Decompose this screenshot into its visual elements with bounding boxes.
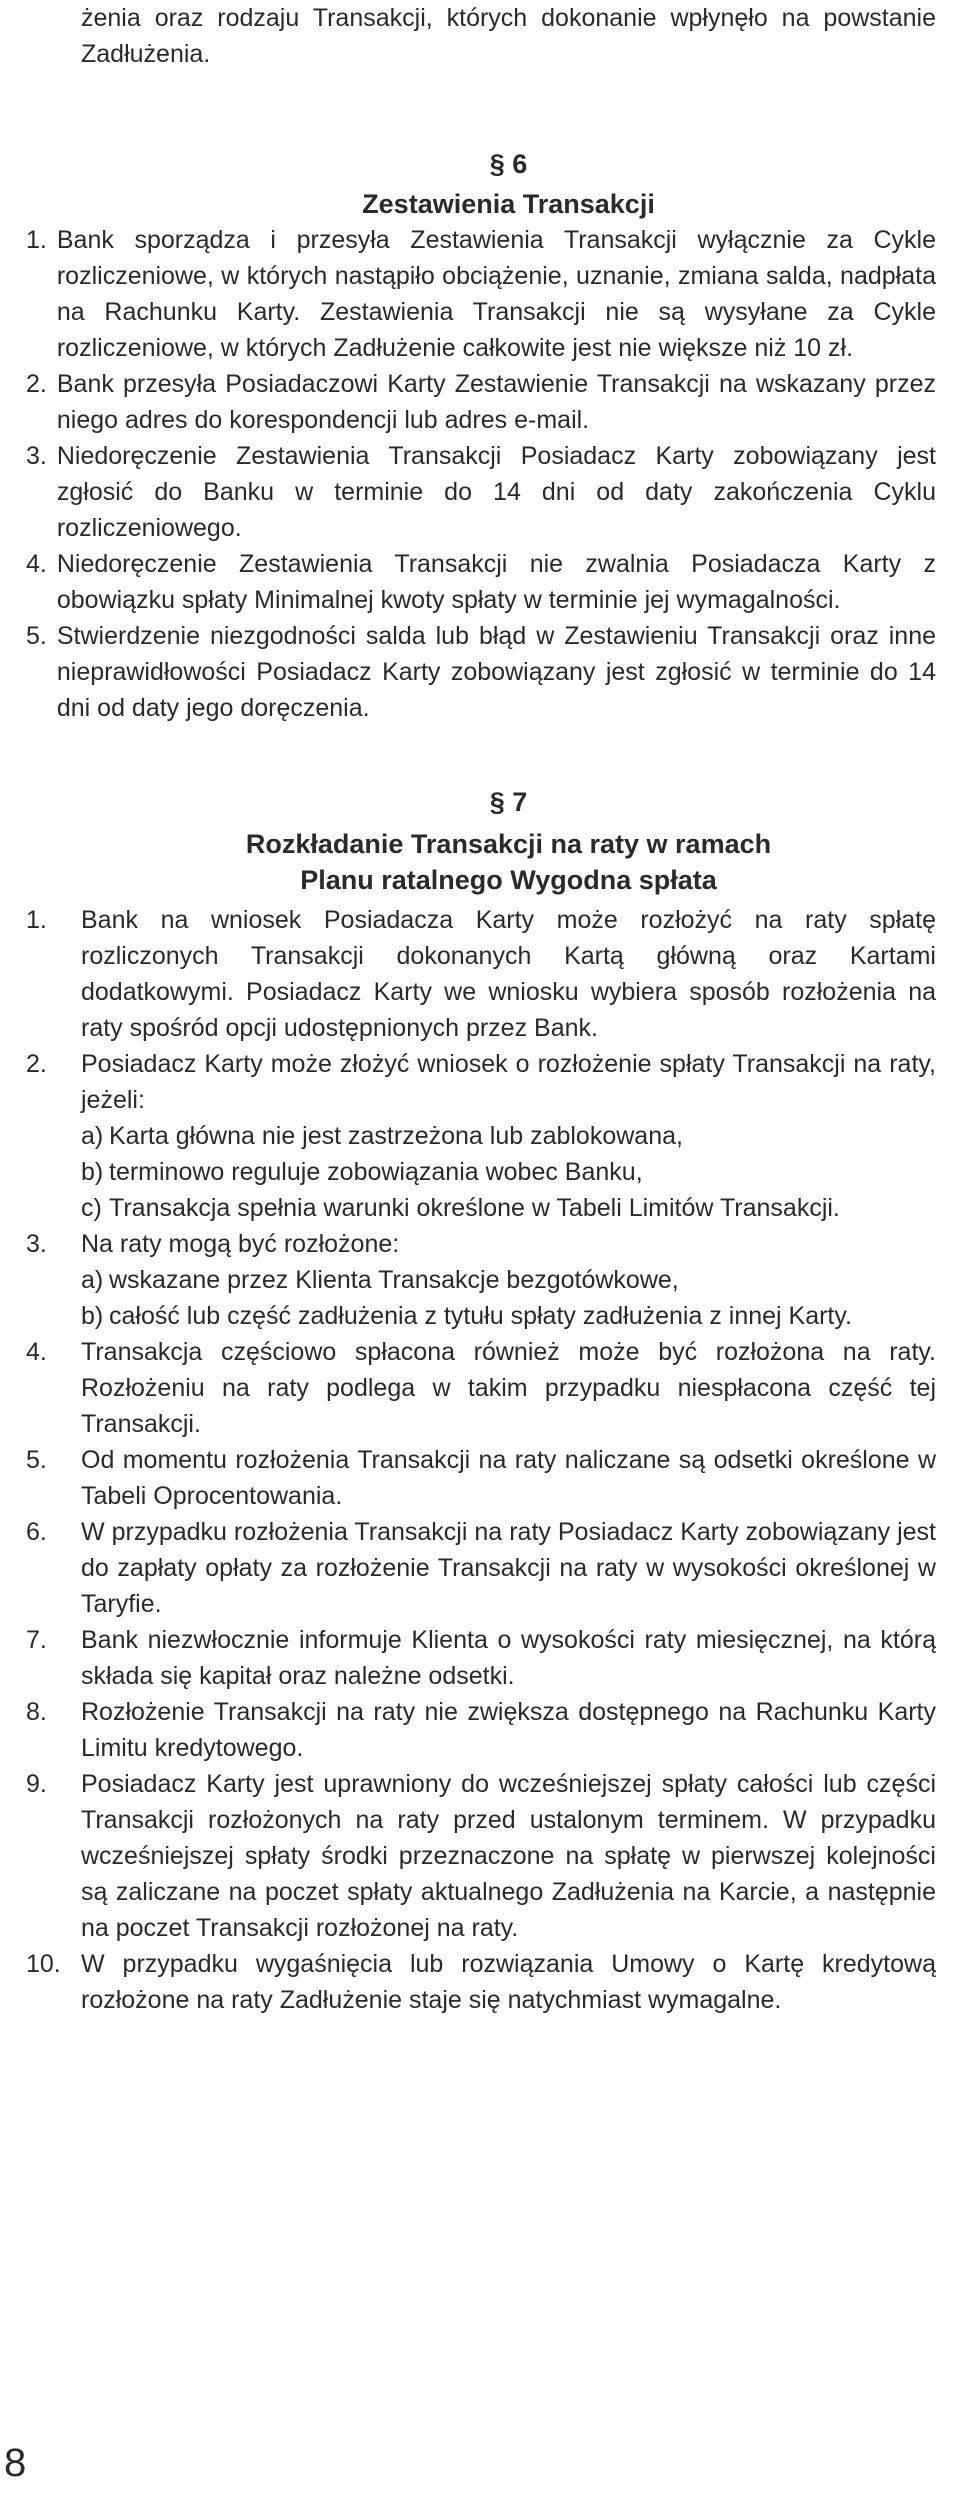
item-text: Posiadacz Karty jest uprawniony do wcześniejszej spłaty całości lub części Transakcji rozłożonych na raty przed ustalonym terminem. W przypadku wcześniejszej spłaty środki przeznaczone na spłatę w pierwszej kolejności są zaliczane na poczet spłaty aktualnego Zadłużenia na Karcie, a następnie na poczet Transakcji rozłożonej na raty. [81, 1770, 936, 1942]
sub-item-text: Karta główna nie jest zastrzeżona lub zablokowana, [109, 1122, 683, 1150]
item-number: 9. [26, 1770, 47, 1798]
list-item [26, 1046, 936, 1226]
list-item [26, 222, 936, 366]
item-text: Stwierdzenie niezgodności salda lub błąd w Zestawieniu Transakcji oraz inne nieprawidłowości Posiadacz Karty zobowiązany jest zgłosić w terminie do 14 dni od daty jego doręczenia. [56, 622, 936, 722]
section-7-sign: § 7 [489, 787, 528, 817]
item-number: 5. [26, 1446, 47, 1474]
list-item [26, 1622, 936, 1694]
sub-item-letter: a) [81, 1122, 104, 1150]
item-text: Na raty mogą być rozłożone: [81, 1230, 400, 1258]
intro-continuation: żenia oraz rodzaju Transakcji, których dokonanie wpłynęło na powstanie Zadłużenia. [81, 4, 936, 68]
item-number: 4. [26, 550, 47, 578]
sub-item [81, 1298, 936, 1334]
item-number: 3. [26, 442, 47, 470]
list-item [26, 1946, 936, 2018]
page-number: 8 [4, 2441, 27, 2485]
item-number: 2. [26, 370, 47, 398]
item-text: W przypadku wygaśnięcia lub rozwiązania Umowy o Kartę kredytową rozłożone na raty Zadłużenie staje się natychmiast wymagalne. [81, 1950, 936, 2014]
item-number: 6. [26, 1518, 47, 1546]
sub-item-letter: b) [81, 1302, 104, 1330]
item-text: Bank sporządza i przesyła Zestawienia Transakcji wyłącznie za Cykle rozliczeniowe, w których nastąpiło obciążenie, uznanie, zmiana salda, nadpłata na Rachunku Karty. Zestawienia Transakcji nie są wysyłane za Cykle rozliczeniowe, w których Zadłużenie całkowite jest nie większe niż 10 zł. [56, 226, 936, 362]
section-6-title: Zestawienia Transakcji [362, 189, 655, 219]
item-body [81, 1226, 936, 1334]
item-number: 1. [26, 226, 47, 254]
item-text: Rozłożenie Transakcji na raty nie zwiększa dostępnego na Rachunku Karty Limitu kredytowego. [81, 1698, 936, 1762]
sub-item [81, 1154, 936, 1190]
item-number: 7. [26, 1626, 47, 1654]
item-number: 4. [26, 1338, 47, 1366]
section-7-list [26, 902, 936, 2018]
item-text: Od momentu rozłożenia Transakcji na raty naliczane są odsetki określone w Tabeli Oprocentowania. [81, 1446, 936, 1510]
sub-item-text: terminowo reguluje zobowiązania wobec Banku, [109, 1158, 643, 1186]
list-item [26, 618, 936, 726]
sub-item-text: Transakcja spełnia warunki określone w Tabeli Limitów Transakcji. [109, 1194, 840, 1222]
item-number: 8. [26, 1698, 47, 1726]
list-item [26, 1226, 936, 1334]
section-7-title-line-2: Planu ratalnego Wygodna spłata [300, 865, 717, 895]
item-text: Bank niezwłocznie informuje Klienta o wysokości raty miesięcznej, na którą składa się kapitał oraz należne odsetki. [81, 1626, 936, 1690]
list-item [26, 1442, 936, 1514]
section-6-list [26, 222, 936, 726]
sub-item [81, 1190, 936, 1226]
sub-item [81, 1262, 936, 1298]
list-item [26, 438, 936, 546]
list-item [26, 1766, 936, 1946]
item-text: Niedoręczenie Zestawienia Transakcji nie zwalnia Posiadacza Karty z obowiązku spłaty Minimalnej kwoty spłaty w terminie jej wymagalności. [56, 550, 936, 614]
sub-item-text: wskazane przez Klienta Transakcje bezgotówkowe, [109, 1266, 679, 1294]
item-number: 2. [26, 1050, 47, 1078]
list-item [26, 1334, 936, 1442]
item-text: W przypadku rozłożenia Transakcji na raty Posiadacz Karty zobowiązany jest do zapłaty opłaty za rozłożenie Transakcji na raty w wysokości określonej w Taryfie. [81, 1518, 936, 1618]
list-item [26, 1694, 936, 1766]
sub-item-letter: b) [81, 1158, 104, 1186]
item-text: Bank przesyła Posiadaczowi Karty Zestawienie Transakcji na wskazany przez niego adres do korespondencji lub adres e-mail. [56, 370, 936, 434]
item-text: Transakcja częściowo spłacona również może być rozłożona na raty. Rozłożeniu na raty podlega w takim przypadku niespłacona część tej Transakcji. [81, 1338, 936, 1438]
sub-item-text: całość lub część zadłużenia z tytułu spłaty zadłużenia z innej Karty. [109, 1302, 852, 1330]
sub-item [81, 1118, 936, 1154]
item-body [81, 1046, 936, 1226]
section-7-title-line-1: Rozkładanie Transakcji na raty w ramach [245, 829, 772, 859]
list-item [26, 902, 936, 1046]
list-item [26, 366, 936, 438]
item-text: Posiadacz Karty może złożyć wniosek o rozłożenie spłaty Transakcji na raty, jeżeli: [81, 1050, 936, 1114]
item-text: Niedoręczenie Zestawienia Transakcji Posiadacz Karty zobowiązany jest zgłosić do Banku w terminie do 14 dni od daty zakończenia Cyklu rozliczeniowego. [56, 442, 936, 542]
document-page [26, 0, 936, 2018]
sub-item-letter: c) [81, 1194, 102, 1222]
section-7-title [81, 826, 936, 898]
item-number: 1. [26, 906, 47, 934]
item-text: Bank na wniosek Posiadacza Karty może rozłożyć na raty spłatę rozliczonych Transakcji dokonanych Kartą główną oraz Kartami dodatkowymi. Posiadacz Karty we wniosku wybiera sposób rozłożenia na raty spośród opcji udostępnionych przez Bank. [81, 906, 936, 1042]
sub-item-letter: a) [81, 1266, 104, 1294]
item-number: 10. [26, 1950, 61, 1978]
list-item [26, 546, 936, 618]
section-6-sign: § 6 [489, 149, 528, 179]
item-number: 3. [26, 1230, 47, 1258]
item-number: 5. [26, 622, 47, 650]
list-item [26, 1514, 936, 1622]
